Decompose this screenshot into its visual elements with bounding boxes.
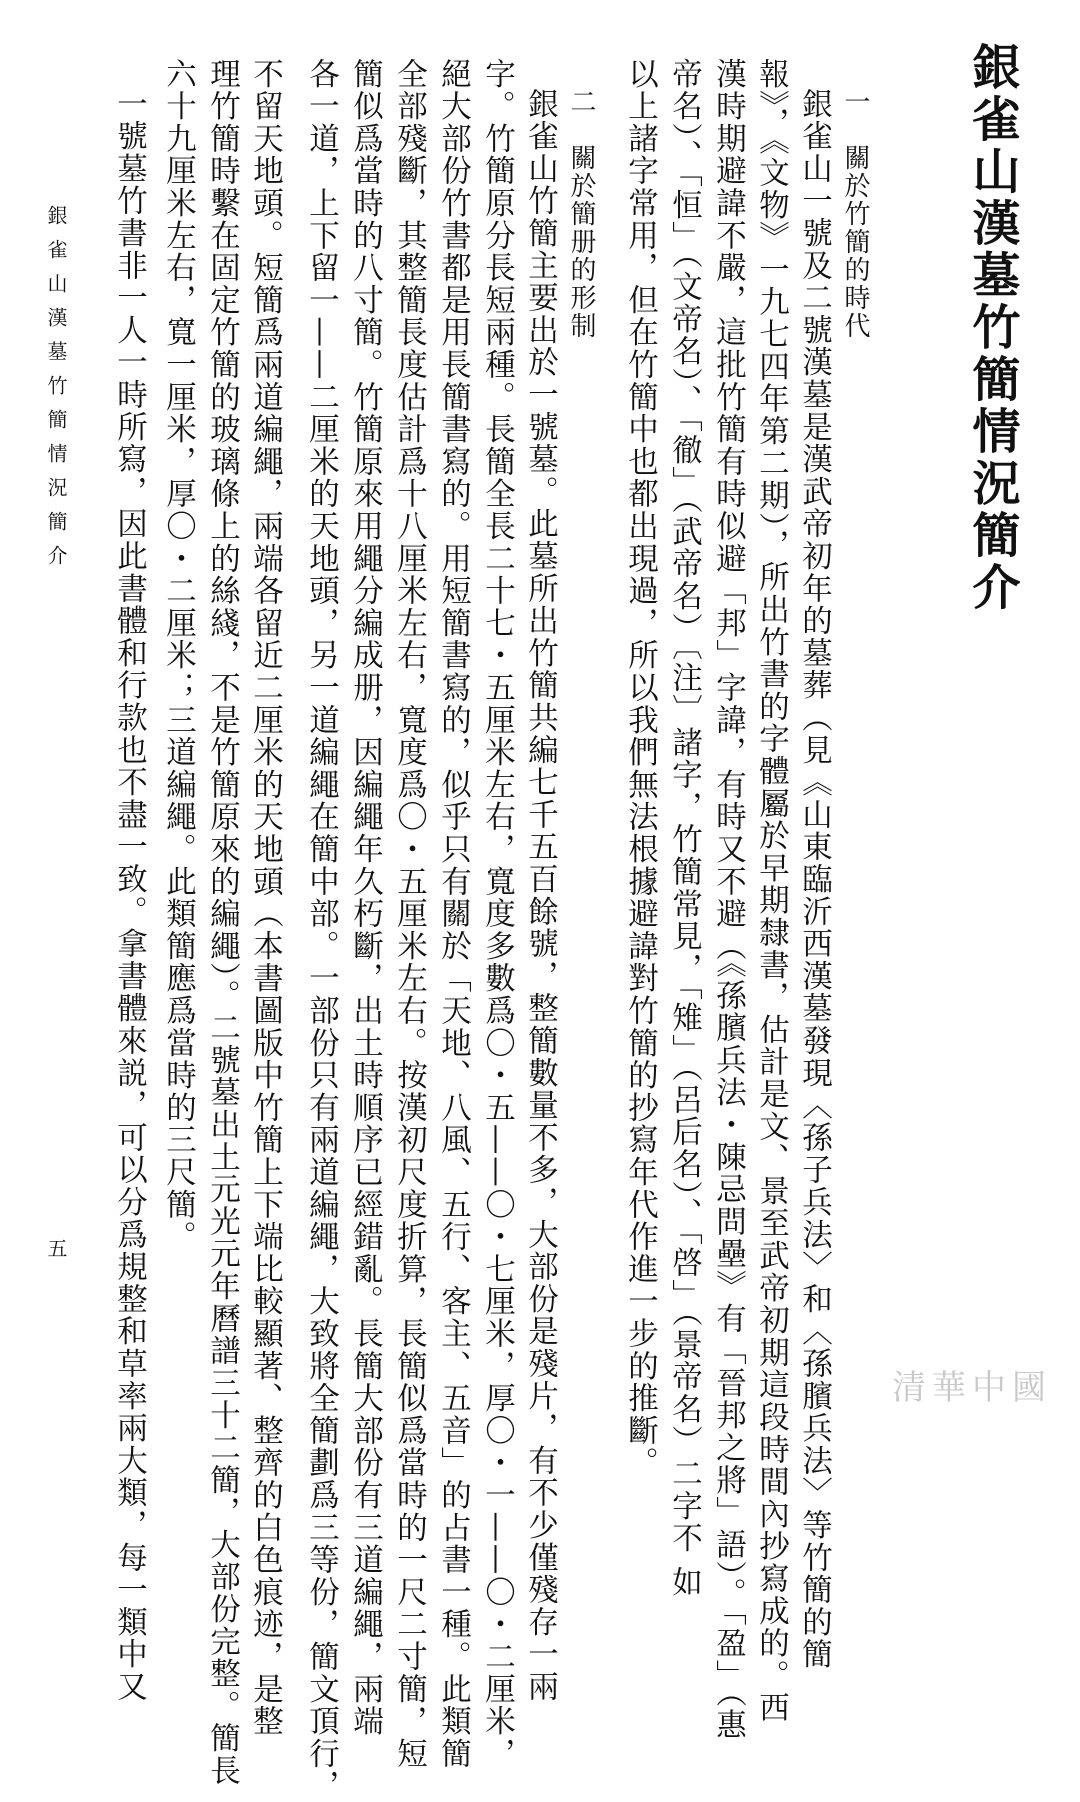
section-1-line: 以上諸字常用，但在竹簡中也都出現過，所以我們無法根據避諱對竹簡的抄寫年代作進一步的推斷。 bbox=[622, 58, 658, 1480]
section-2-line: 不留天地頭。短簡爲兩道編繩，兩端各留近二厘米的天地頭（本書圖版中竹簡上下端比較顯著、整齊的白色痕迹，是整 bbox=[247, 58, 283, 1738]
section-2-line: 各一道，上下留一——二厘米的天地頭，另一道編繩在簡中部。一部份只有兩道編繩，大致將全簡劃爲三等份，簡文頂行， bbox=[303, 58, 339, 1802]
section-1-line: 報》，《文物》一九七四年第二期），所出竹書的字體屬於早期隸書，估計是文、景至武帝初期這段時間內抄寫成的。西 bbox=[753, 58, 789, 1725]
section-2-heading: 二 關於簡册的形制 bbox=[566, 88, 596, 340]
page-title: 銀雀山漢墓竹簡情況簡介 bbox=[964, 42, 1020, 614]
section-1-line: 銀雀山一號及二號漢墓是漢武帝初年的墓葬（見《山東臨沂西漢墓發現〈孫子兵法〉和〈孫臏兵法〉等竹簡的簡 bbox=[796, 88, 832, 1671]
section-1-line: 漢時期避諱不嚴，這批竹簡有時似避「邦」字諱，有時又不避（《孫臏兵法・陳忌問壘》有「晉邦之將」語）。「盈」（惠 bbox=[710, 58, 746, 1742]
running-title: 銀雀山漢墓竹簡情況簡介 bbox=[44, 205, 68, 579]
section-2-line: 六十九厘米左右，寬一厘米，厚〇・二厘米；三道編繩。此類簡應爲當時的三尺簡。 bbox=[160, 58, 196, 1254]
page-number: 五 bbox=[44, 1238, 68, 1258]
section-2-line: 全部殘斷，其整簡長度估計爲十八厘米左右，寬度爲〇・五厘米左右。按漢初尺度折算，長簡似爲當時的一尺二寸簡，短 bbox=[391, 58, 427, 1770]
section-2-line: 絕大部份竹書都是用長簡書寫的。用短簡書寫的，似乎只有關於「天地、八風、五行、客主、五音」的占書一種。此類簡 bbox=[435, 58, 471, 1770]
section-2-line: 簡似爲當時的八寸簡。竹簡原來用繩分編成册，因編繩年久朽斷，出土時順序已經錯亂。長簡大部份有三道編繩，兩端 bbox=[347, 58, 383, 1738]
watermark: 清華中國 bbox=[892, 1368, 1052, 1408]
section-1-heading: 一 關於竹簡的時代 bbox=[840, 88, 870, 340]
section-1-line: 帝名）、「恒」（文帝名）、「徹」（武帝名）〔注〕諸字，竹簡常見，「雉」（呂后名）、「啓」（景帝名）二字不 如 bbox=[666, 58, 702, 1599]
section-2-line: 一號墓竹書非一人一時所寫，因此書體和行款也不盡一致。拿書體來説，可以分爲規整和草率兩大類，每一類中又 bbox=[111, 88, 147, 1703]
section-2-line: 銀雀山竹簡主要出於一號墓。此墓所出竹簡共編七千五百餘號，整簡數量不多，大部份是殘片，有不少僅殘存一兩 bbox=[522, 88, 558, 1703]
section-2-line: 理竹簡時繫在固定竹簡的玻璃條上的絲綫，不是竹簡原來的編繩）。二號墓出土元光元年曆譜三十二簡，大部份完整。簡長 bbox=[204, 58, 240, 1787]
section-2-line: 字。竹簡原分長短兩種。長簡全長二十七・五厘米左右，寬度多數爲〇・五——〇・七厘米，厚〇・一——〇・二厘米， bbox=[479, 58, 515, 1770]
